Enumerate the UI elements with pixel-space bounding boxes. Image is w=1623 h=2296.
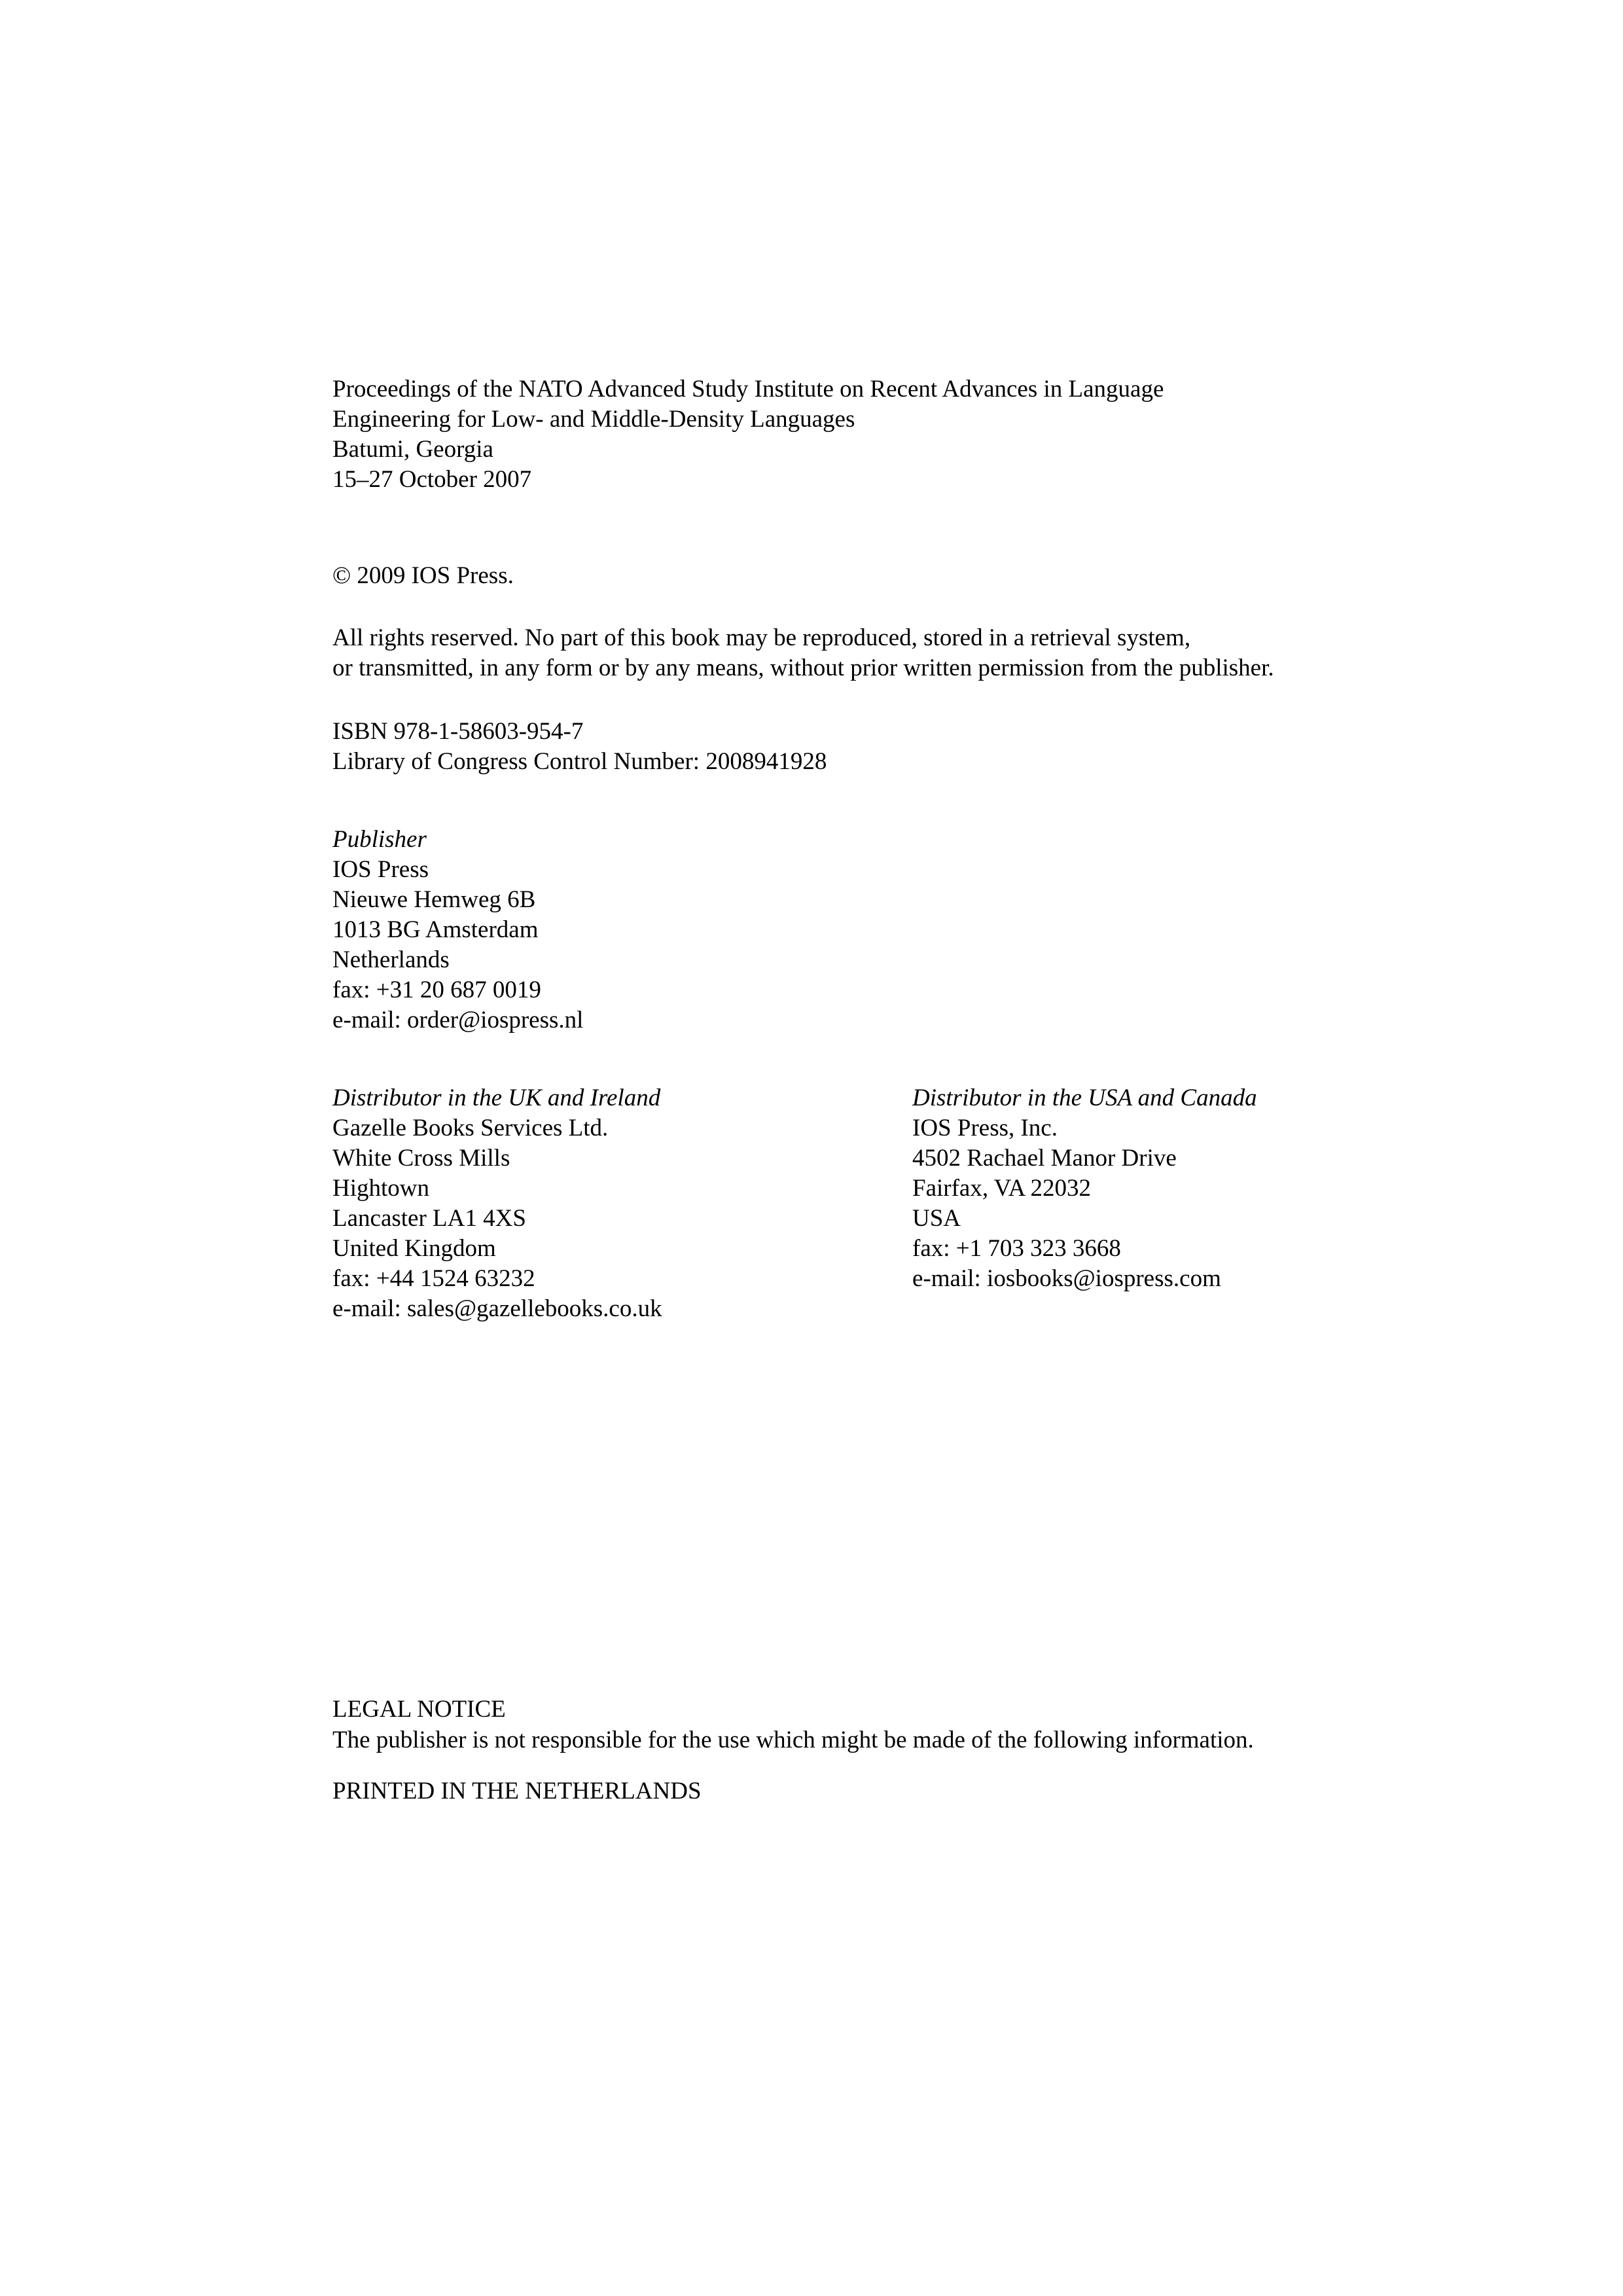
publisher-address: [332, 825, 583, 1035]
email-line: e-mail: order@iospress.nl: [332, 1007, 584, 1033]
address-line: Nieuwe Hemweg 6B: [332, 886, 536, 913]
address-line: Netherlands: [332, 946, 450, 973]
legal-notice-heading: LEGAL NOTICE: [332, 1696, 506, 1723]
fax-line: fax: +31 20 687 0019: [332, 977, 541, 1003]
email-line: e-mail: iosbooks@iospress.com: [912, 1265, 1221, 1292]
proceedings-line: Proceedings of the NATO Advanced Study Institute on Recent Advances in Language: [332, 376, 1164, 403]
fax-line: fax: +1 703 323 3668: [912, 1235, 1121, 1262]
rights-line: All rights reserved. No part of this book may be reproduced, stored in a retrieval system,: [332, 624, 1191, 651]
distributor-usa: [912, 1083, 1257, 1294]
distributor-uk-heading: Distributor in the UK and Ireland: [332, 1085, 661, 1111]
distributor-usa-heading: Distributor in the USA and Canada: [912, 1085, 1257, 1111]
proceedings-dates: 15–27 October 2007: [332, 466, 532, 493]
address-line: USA: [912, 1205, 961, 1232]
rights-line: or transmitted, in any form or by any means, without prior written permission from the publisher.: [332, 655, 1274, 681]
rights-statement: [332, 623, 1274, 683]
distributor-uk: [332, 1083, 662, 1324]
proceedings-location: Batumi, Georgia: [332, 436, 493, 463]
lccn: Library of Congress Control Number: 2008941928: [332, 748, 827, 775]
address-line: Fairfax, VA 22032: [912, 1175, 1092, 1202]
publisher-heading: Publisher: [332, 826, 427, 853]
isbn: ISBN 978-1-58603-954-7: [332, 718, 584, 745]
proceedings-line: Engineering for Low- and Middle-Density Languages: [332, 406, 855, 433]
address-line: 4502 Rachael Manor Drive: [912, 1145, 1177, 1172]
copyright-notice: © 2009 IOS Press.: [332, 562, 514, 589]
address-line: 1013 BG Amsterdam: [332, 916, 539, 943]
address-line: Hightown: [332, 1175, 429, 1202]
address-line: IOS Press: [332, 856, 429, 883]
proceedings-info: [332, 374, 1164, 495]
address-line: United Kingdom: [332, 1235, 496, 1262]
address-line: Lancaster LA1 4XS: [332, 1205, 526, 1232]
fax-line: fax: +44 1524 63232: [332, 1265, 535, 1292]
identifiers: [332, 717, 827, 777]
address-line: White Cross Mills: [332, 1145, 510, 1172]
printed-in-notice: PRINTED IN THE NETHERLANDS: [332, 1778, 702, 1804]
email-line: e-mail: sales@gazellebooks.co.uk: [332, 1295, 662, 1322]
legal-notice-text: The publisher is not responsible for the use which might be made of the following information.: [332, 1727, 1254, 1753]
address-line: IOS Press, Inc.: [912, 1115, 1058, 1141]
address-line: Gazelle Books Services Ltd.: [332, 1115, 609, 1141]
